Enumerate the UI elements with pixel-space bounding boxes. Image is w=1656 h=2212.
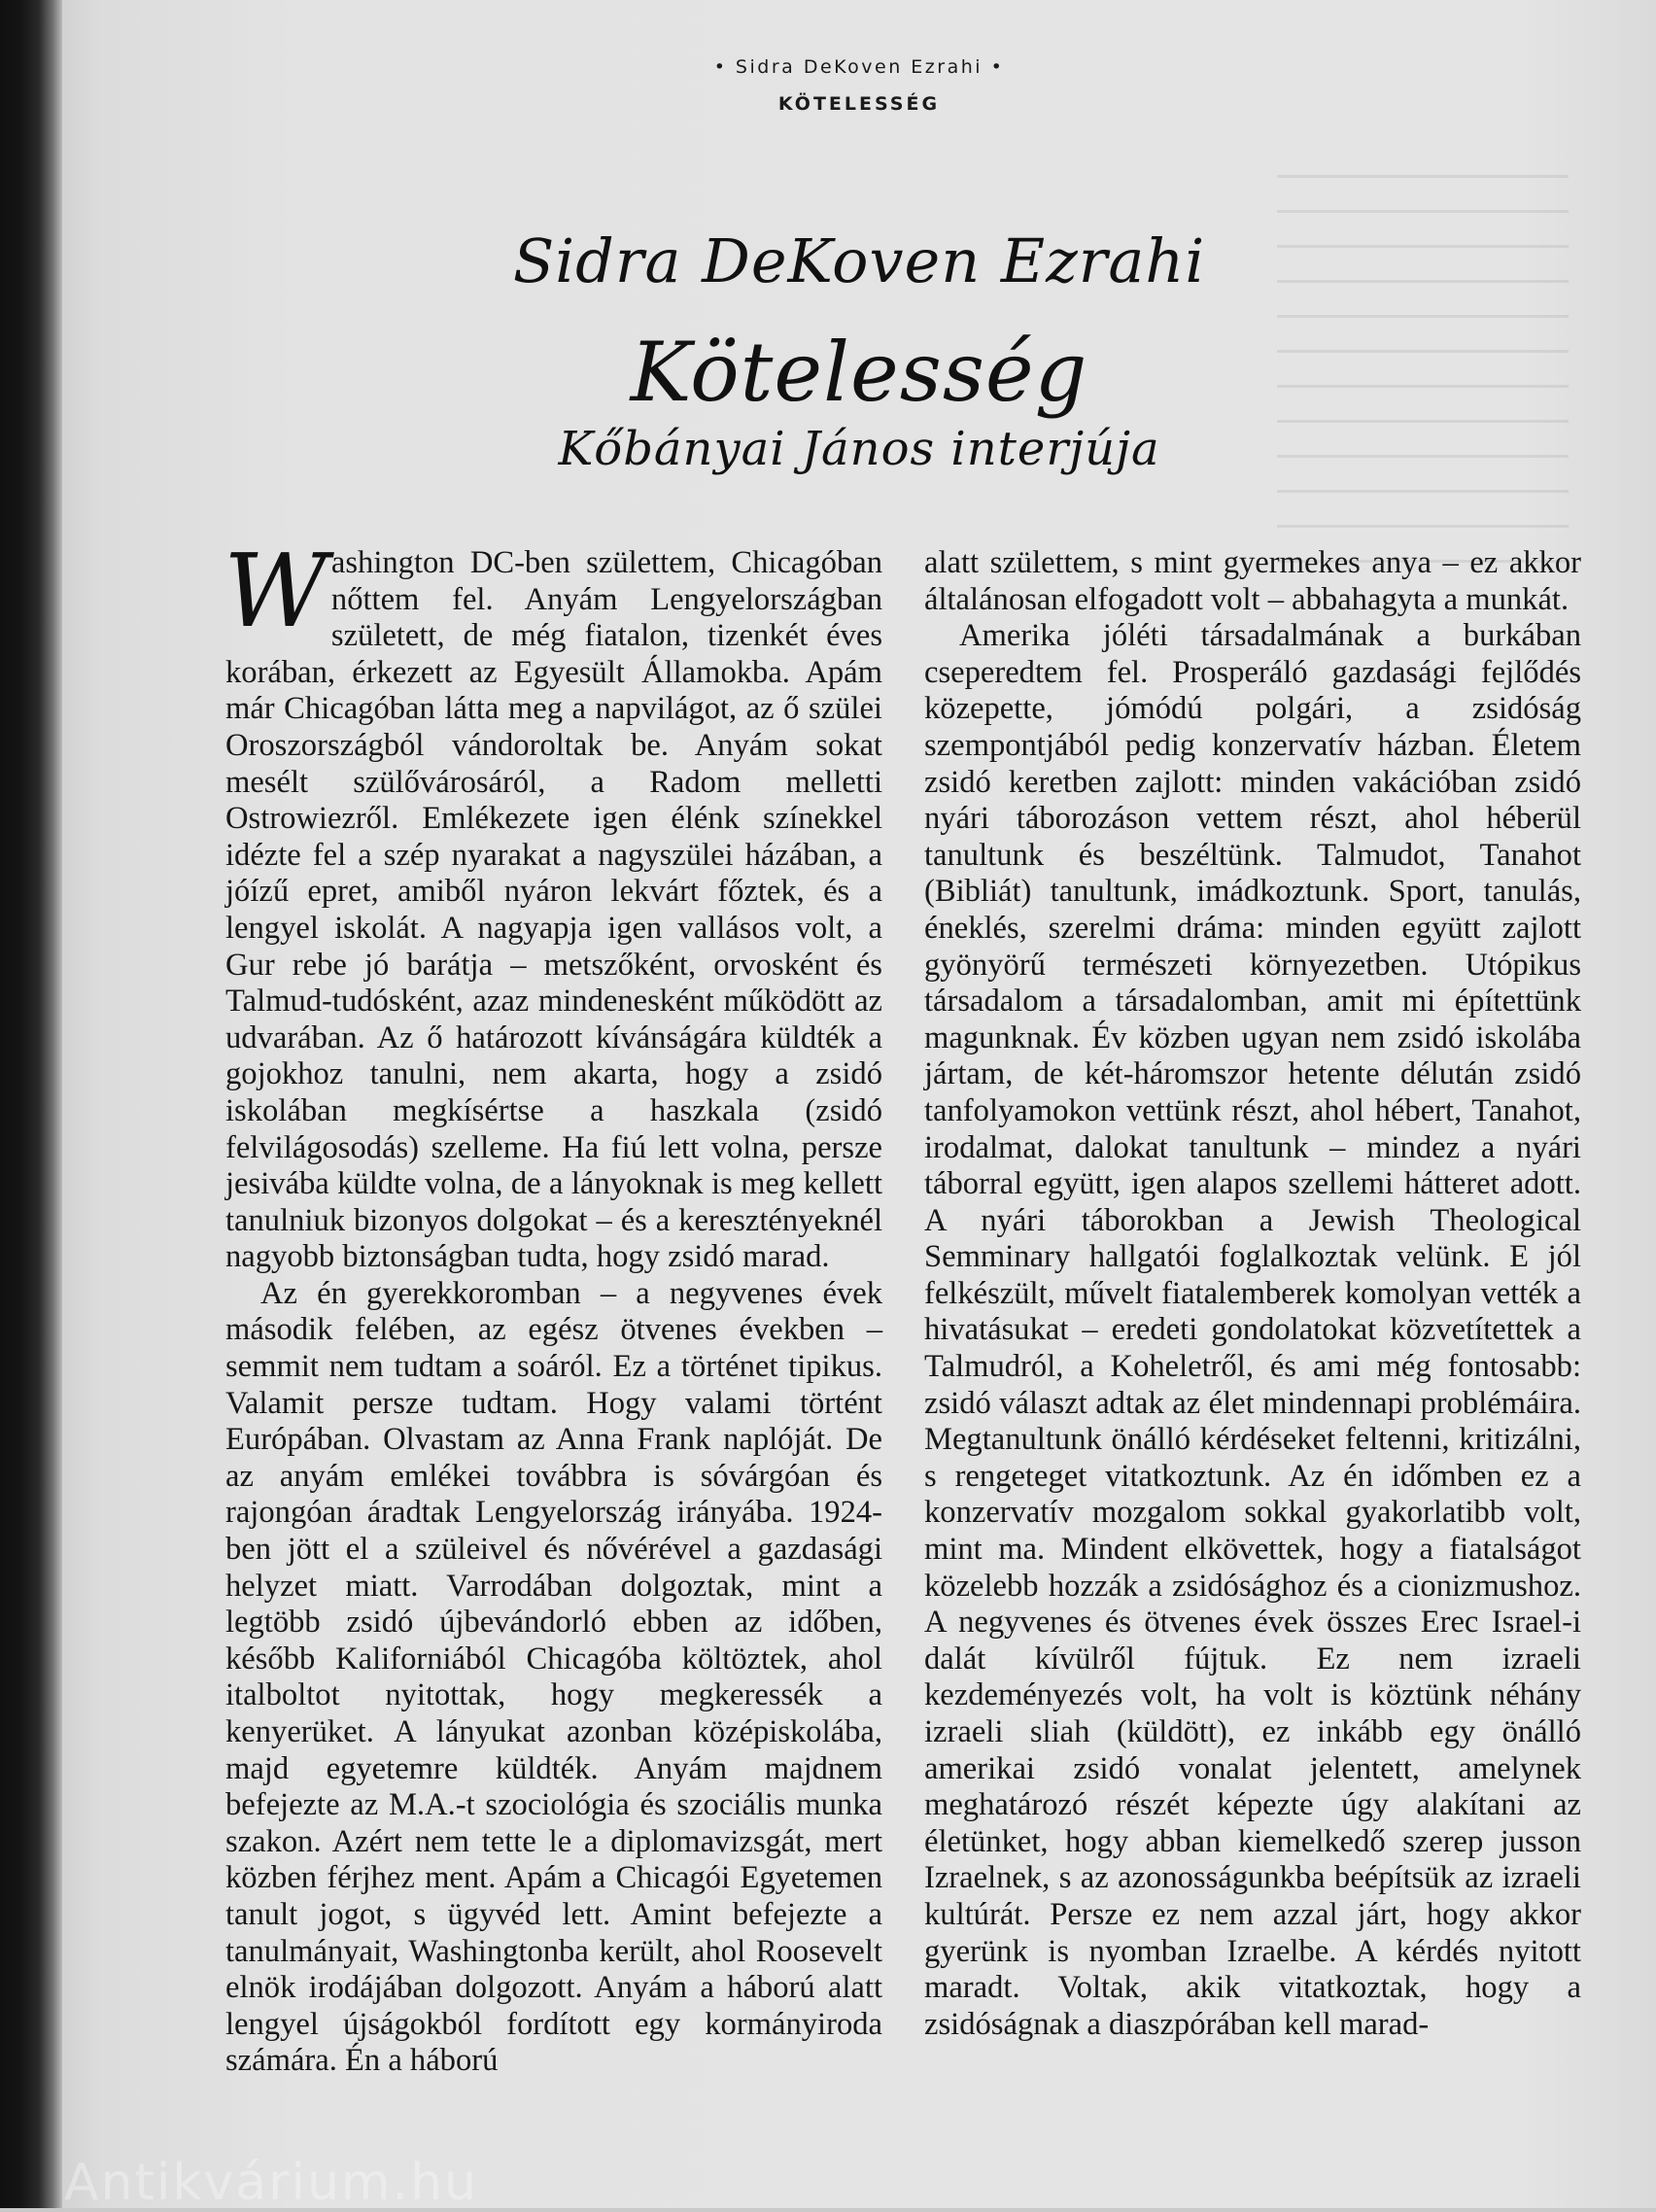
paragraph: Amerika jóléti társadalmának a burkában cseperedtem fel. Prosperáló gazdasági fejlődés közepette, jómódú polgári, a zsidóság szempontjából pedig konzervatív házban. Életem zsidó keretben zajlott: minden vakációban zsidó nyári táborozáson vettem részt, ahol héberül tanultunk és beszéltünk. Talmudot, Tanahot (Bibliát) tanultunk, imádkoztunk. Sport, tanulás, éneklés, szerelmi dráma: minden együtt zajlott gyönyörű természeti környezetben. Utópikus társadalom a társadalomban, amit mi építettünk magunknak. Év közben ugyan nem zsidó iskolába jártam, de két-háromszor hetente délután zsidó tanfolyamokon vettünk részt, ahol hébert, Tanahot, irodalmat, dalokat tanultunk – mindez a nyári táborral együtt, igen alapos szellemi hátteret adott. A nyári táborokban a Jewish Theological Semminary hallgatói foglalkoztak velünk. E jól felkészült, művelt fiatalemberek komolyan vették a hivatásukat – eredeti gondolatokat közvetítettek a Talmudról, a Koheletről, és ami még fontosabb: zsidó választ adtak az élet mindennapi problémáira. Megtanultunk önálló kérdéseket feltenni, kritizálni, s rengeteget vitatkoztunk. Az én időmben ez a konzervatív mozgalom sokkal gyakorlatibb volt, mint ma. Mindent elkövettek, hogy a fiatalságot közelebb hozzák a zsidósághoz és a cionizmushoz. A negyvenes és ötvenes évek összes Erec Israel-i dalát kívülről fújtuk. Ez nem izraeli kezdeményezés volt, ha volt is köztünk néhány izraeli sliah (küldött), ez inkább egy önálló amerikai zsidó vonalat jelentett, amelynek meghatározó részét képezte úgy alakítani az életünket, hogy abban kiemelkedő szerep jusson Izraelnek, s az azonosságunkba beépítsük az izraeli kultúrát. Persze ez nem azzal járt, hogy akkor gyerünk is nyomban Izraelbe. A kérdés nyitott maradt. Voltak, akik vitatkoztak, hogy a zsidóságnak a diaszpórában kell marad- [924,618,1581,2042]
right-column [924,545,1581,2043]
paragraph [224,532,882,1276]
running-header-author: • Sidra DeKoven Ezrahi • [713,56,1005,78]
article-subtitle: Kőbányai János interjúja [558,422,1160,476]
article-title: Kötelesség [630,325,1088,420]
watermark: Antikvárium.hu [64,2154,478,2212]
drop-cap: W [224,532,328,650]
paragraph: Az én gyerekkoromban – a negyvenes évek második felében, az egész ötvenes években – semmit nem tudtam a soáról. Ez a történet tipikus. Valamit persze tudtam. Hogy valami történt Európában. Olvastam az Anna Frank naplóját. De az anyám emlékei továbbra is sóvárgóan és rajongóan áradtak Lengyelország irányába. 1924-ben jött el a szüleivel és nővérével a gazdasági helyzet miatt. Varrodában dolgoztak, mint a legtöbb zsidó újbevándorló ebben az időben, később Kaliforniából Chicagóba költöztek, ahol italboltot nyitottak, hogy megkeressék a kenyerüket. A lányukat azonban középiskolába, majd egyetemre küldték. Anyám majdnem befejezte az M.A.-t szociológia és szociális munka szakon. Azért nem tette le a diplomavizsgát, mert közben férjhez ment. Apám a Chicagói Egyetemen tanult jogot, s ügyvéd lett. Amint befejezte a tanulmányait, Washingtonba került, ahol Roosevelt elnök irodájában dolgozott. Anyám a háború alatt lengyel újságokból fordított egy kormányiroda számára. Én a háború [225,1275,882,2079]
book-page [62,0,1656,2212]
left-column [224,532,882,2080]
running-header-title: KÖTELESSÉG [777,93,941,115]
paragraph-text: ashington DC-ben születtem, Chicagóban nőttem fel. Anyám Lengyelországban született, de még fiatalon, tizenkét éves korában, érkezett az Egyesült Államokba. Apám már Chicagóban látta meg a napvilágot, az ő szülei Oroszországból vándoroltak be. Anyám sokat mesélt szülővárosáról, a Radom melletti Ostrowiezről. Emlékezete igen élénk színekkel idézte fel a szép nyarakat a nagyszülei házában, a jóízű epret, amiből nyáron lekvárt főztek, és a lengyel iskolát. A nagyapja igen vallásos volt, a Gur rebe jó barátja – metszőként, orvosként és Talmud-tudósként, azaz mindenesként működött az udvarában. Az ő határozott kívánságára küldték a gojokhoz tanulni, nem akarta, hogy a zsidó iskolában megkísértse a haszkala (zsidó felvilágosodás) szelleme. Ha fiú lett volna, persze jesivába küldte volna, de a lányoknak is meg kellett tanulniuk bizonyos dolgokat – és a keresztényeknél nagyobb biztonságban tudta, hogy zsidó marad. [225,545,882,1275]
book-binding-shadow [0,0,62,2208]
paragraph: alatt születtem, s mint gyermekes anya – ez akkor általánosan elfogadott volt – abbahagyta a munkát. [924,545,1581,617]
article-author: Sidra DeKoven Ezrahi [512,225,1206,296]
